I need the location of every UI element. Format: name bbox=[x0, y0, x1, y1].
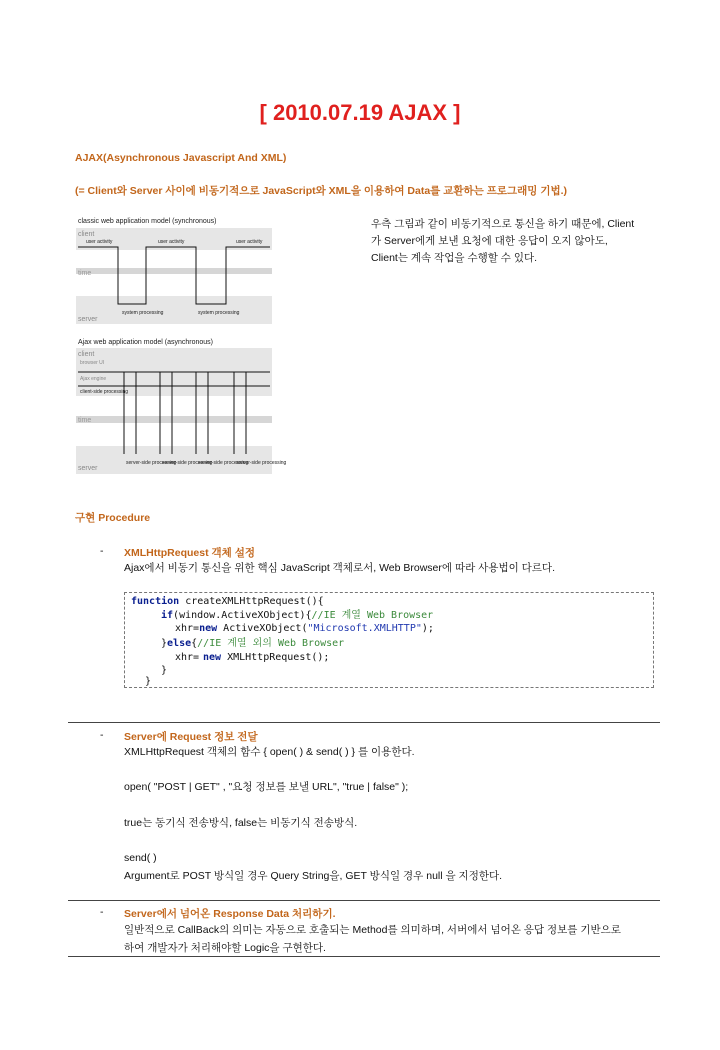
ajax-model-diagram bbox=[76, 214, 287, 474]
intro-paragraph bbox=[371, 216, 653, 267]
divider bbox=[68, 722, 660, 723]
code-box bbox=[124, 592, 654, 688]
ajax-server-processing-1: server-side processing bbox=[126, 460, 177, 466]
classic-user-activity-3: user activity bbox=[236, 239, 263, 245]
section1-desc: Ajax에서 비동기 통신을 위한 핵심 JavaScript 객체로서, Web Browser에 따라 사용법이 다르다. bbox=[124, 562, 555, 574]
section2-line1: XMLHttpRequest 객체의 함수 { open( ) & send( ) } 를 이용한다. bbox=[124, 746, 415, 758]
code-line: new XMLHttpRequest(); bbox=[203, 652, 330, 663]
classic-server-band bbox=[76, 296, 272, 324]
list-dash: - bbox=[100, 545, 104, 557]
classic-time-band bbox=[76, 268, 272, 274]
code-line: if(window.ActiveXObject){//IE 계열 Web Browser bbox=[161, 610, 434, 621]
section3-heading: Server에서 넘어온 Response Data 처리하기. bbox=[124, 908, 336, 920]
code-line: xhr=new ActiveXObject("Microsoft.XMLHTTP"); bbox=[175, 623, 434, 634]
ajax-server-processing-3: server-side processing bbox=[198, 460, 249, 466]
ajax-time-label: time bbox=[78, 417, 92, 424]
divider bbox=[68, 956, 660, 957]
ajax-browser-ui-label: browser UI bbox=[80, 360, 105, 366]
classic-flow-arrows bbox=[78, 247, 270, 304]
ajax-client-side-processing: client-side processing bbox=[80, 389, 129, 395]
ajax-engine-label: Ajax engine bbox=[80, 376, 107, 382]
code-line: xhr= bbox=[175, 652, 200, 663]
code-line: } bbox=[145, 676, 152, 687]
list-dash: - bbox=[100, 906, 104, 918]
ajax-heading: AJAX(Asynchronous Javascript And XML) bbox=[75, 152, 287, 164]
list-dash: - bbox=[100, 729, 104, 741]
ajax-server-label: server bbox=[78, 465, 98, 472]
section3-line1: 일반적으로 CallBack의 의미는 자동으로 호출되는 Method를 의미하며, 서버에서 넘어온 응답 정보를 기반으로 bbox=[124, 924, 621, 936]
intro-line: 가 Server에게 보낸 요청에 대한 응답이 오지 않아도, bbox=[371, 235, 608, 247]
classic-server-label: server bbox=[78, 316, 98, 323]
section2-heading: Server에 Request 정보 전달 bbox=[124, 731, 258, 743]
section3-line2: 하여 개발자가 처리해야할 Logic을 구현한다. bbox=[124, 942, 326, 954]
section1-heading: XMLHttpRequest 객체 설정 bbox=[124, 547, 255, 559]
section2-line4: send( ) bbox=[124, 852, 157, 864]
procedure-heading: 구현 Procedure bbox=[75, 512, 151, 524]
ajax-time-band bbox=[76, 416, 272, 423]
code-line: }else{//IE 계열 외의 Web Browser bbox=[161, 638, 345, 649]
ajax-definition: (= Client와 Server 사이에 비동기적으로 JavaScript와 XML을 이용하여 Data를 교환하는 프로그래밍 기법.) bbox=[75, 185, 568, 197]
section2-line2: open( "POST | GET" , "요청 정보를 보낼 URL", "true | false" ); bbox=[124, 781, 409, 793]
classic-user-activity-2: user activity bbox=[158, 239, 185, 245]
ajax-server-processing-4: server-side processing bbox=[236, 460, 287, 466]
classic-client-label: client bbox=[78, 231, 95, 238]
classic-time-label: time bbox=[78, 270, 92, 277]
page-title: [ 2010.07.19 AJAX ] bbox=[259, 100, 461, 125]
ajax-server-processing-2: server-side processing bbox=[162, 460, 213, 466]
classic-system-processing-2: system processing bbox=[198, 310, 240, 316]
section2-line3: true는 동기식 전송방식, false는 비동기식 전송방식. bbox=[124, 817, 358, 829]
code-line: function createXMLHttpRequest(){ bbox=[131, 596, 324, 607]
divider bbox=[68, 900, 660, 901]
ajax-model-title: Ajax web application model (asynchronous) bbox=[78, 339, 214, 346]
classic-system-processing-1: system processing bbox=[122, 310, 164, 316]
section2-line5: Argument로 POST 방식일 경우 Query String을, GET 방식일 경우 null 을 지정한다. bbox=[124, 870, 503, 882]
code-line: } bbox=[161, 665, 168, 676]
intro-line: 우측 그림과 같이 비동기적으로 통신을 하기 때문에, Client bbox=[371, 218, 635, 230]
intro-line: Client는 계속 작업을 수행할 수 있다. bbox=[371, 252, 538, 264]
ajax-client-label: client bbox=[78, 351, 95, 358]
classic-model-title: classic web application model (synchronous) bbox=[78, 218, 217, 225]
classic-user-activity-1: user activity bbox=[86, 239, 113, 245]
